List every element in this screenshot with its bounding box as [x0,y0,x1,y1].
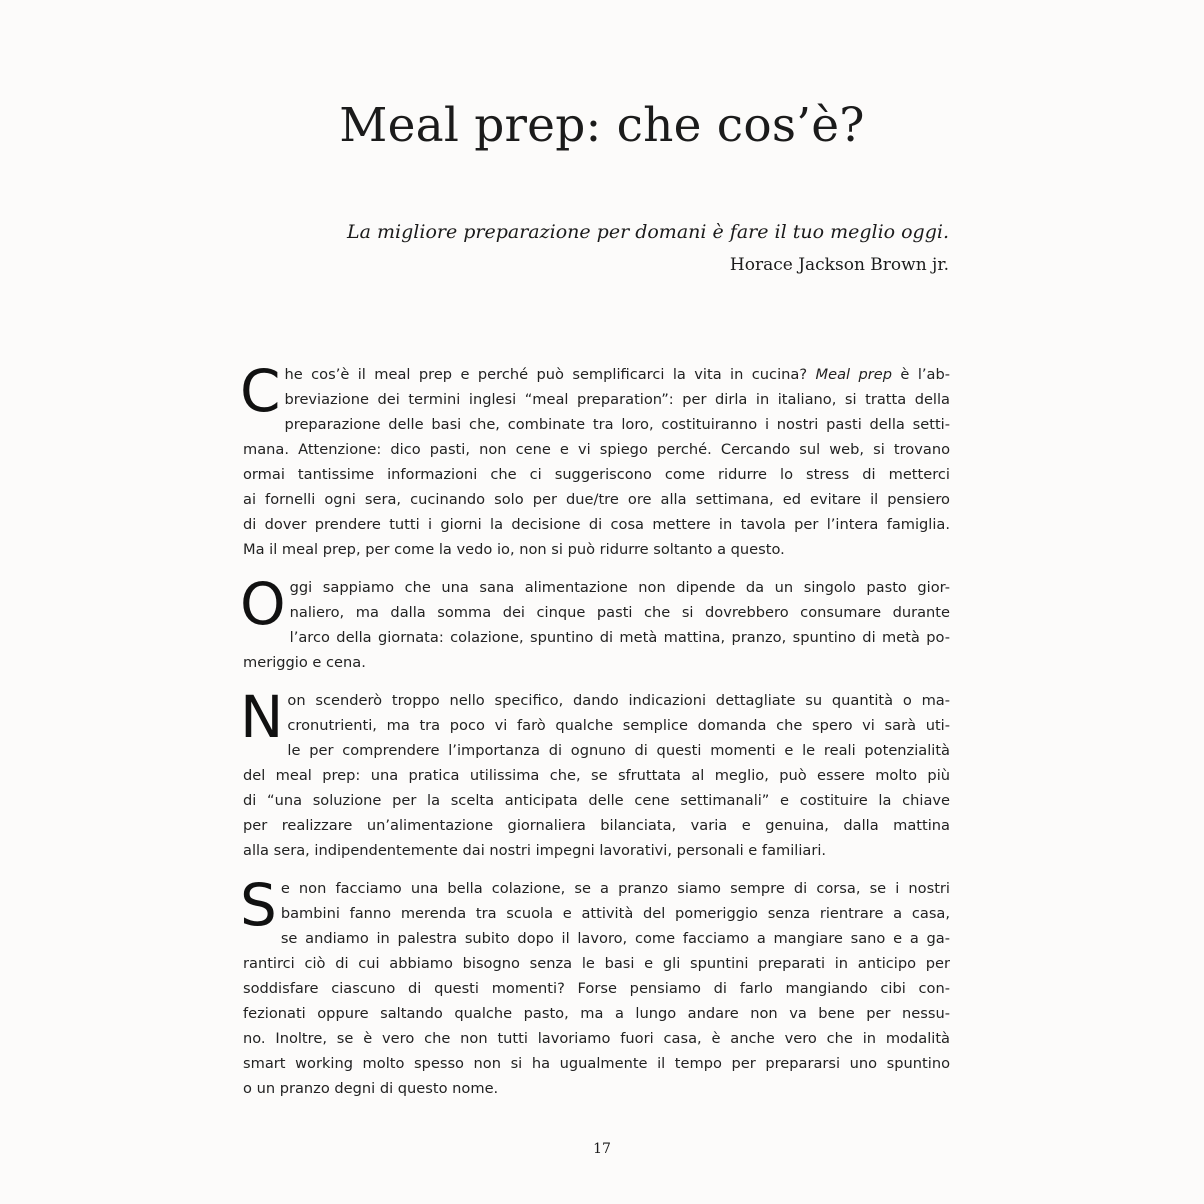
text-line: ormai tantissime informazioni che ci suggeriscono come ridurre lo stress di metterci [243,466,950,483]
text-line: le per comprendere l’importanza di ognuno di questi momenti e le reali potenzialità [287,742,950,759]
text-line: di “una soluzione per la scelta anticipata delle cene settimanali” e costituire la chiave [243,792,950,809]
text-line: meriggio e cena. [243,654,366,671]
page-number: 17 [593,1141,611,1157]
text-line: naliero, ma dalla somma dei cinque pasti che si dovrebbero consumare durante [289,604,950,621]
text-line: per realizzare un’alimentazione giornaliera bilanciata, varia e genuina, dalla mattina [243,817,950,834]
drop-cap: N [240,683,284,751]
text-line: ai fornelli ogni sera, cucinando solo per due/tre ore alla settimana, ed evitare il pensiero [243,491,950,508]
epigraph [347,219,949,278]
text-line: no. Inoltre, se è vero che non tutti lavoriamo fuori casa, è anche vero che in modalità [243,1030,950,1047]
text-line: he cos’è il meal prep e perché può semplificarci la vita in cucina? Meal prep è l’ab- [284,366,950,383]
text-line: rantirci ciò di cui abbiamo bisogno senza le basi e gli spuntini preparati in anticipo per [243,955,950,972]
text-line: soddisfare ciascuno di questi momenti? Forse pensiamo di farlo mangiando cibi con- [243,980,950,997]
drop-cap: S [240,871,277,939]
paragraph [240,871,950,1101]
paragraph [240,570,950,675]
text-line: di dover prendere tutti i giorni la decisione di cosa mettere in tavola per l’intera famiglia. [243,516,950,533]
drop-cap: O [240,570,286,638]
text-line: se andiamo in palestra subito dopo il lavoro, come facciamo a mangiare sano e a ga- [280,930,950,947]
text-line: l’arco della giornata: colazione, spuntino di metà mattina, pranzo, spuntino di metà po- [289,629,950,646]
text-line: Ma il meal prep, per come la vedo io, non si può ridurre soltanto a questo. [243,541,785,558]
text-line: del meal prep: una pratica utilissima che, se sfruttata al meglio, può essere molto più [243,767,950,784]
emphasized-term: Meal prep [815,366,892,383]
text-line: e non facciamo una bella colazione, se a pranzo siamo sempre di corsa, se i nostri [280,880,950,897]
text-line: ggi sappiamo che una sana alimentazione non dipende da un singolo pasto gior- [289,579,950,596]
text-line: fezionati oppure saltando qualche pasto, ma a lungo andare non va bene per nessu- [243,1005,950,1022]
drop-cap: C [240,357,281,425]
text-line: breviazione dei termini inglesi “meal preparation”: per dirla in italiano, si tratta della [284,391,950,408]
text-line: smart working molto spesso non si ha ugualmente il tempo per prepararsi uno spuntino [243,1055,950,1072]
body-text [240,357,950,1114]
text-line: preparazione delle basi che, combinate tra loro, costituiranno i nostri pasti della setti- [284,416,950,433]
text-line: o un pranzo degni di questo nome. [243,1080,499,1097]
page-title: Meal prep: che cos’è? [339,98,865,153]
epigraph-quote: La migliore preparazione per domani è fare il tuo meglio oggi. [347,221,949,243]
text-line: alla sera, indipendentemente dai nostri impegni lavorativi, personali e familiari. [243,842,827,859]
epigraph-author: Horace Jackson Brown jr. [729,255,949,275]
paragraph [240,683,950,863]
paragraph [240,357,950,562]
text-line: bambini fanno merenda tra scuola e attività del pomeriggio senza rientrare a casa, [280,905,950,922]
text-line: cronutrienti, ma tra poco vi farò qualche semplice domanda che spero vi sarà uti- [287,717,950,734]
text-line: on scenderò troppo nello specifico, dando indicazioni dettagliate su quantità o ma- [287,692,950,709]
text-line: mana. Attenzione: dico pasti, non cene e vi spiego perché. Cercando sul web, si trovano [243,441,950,458]
